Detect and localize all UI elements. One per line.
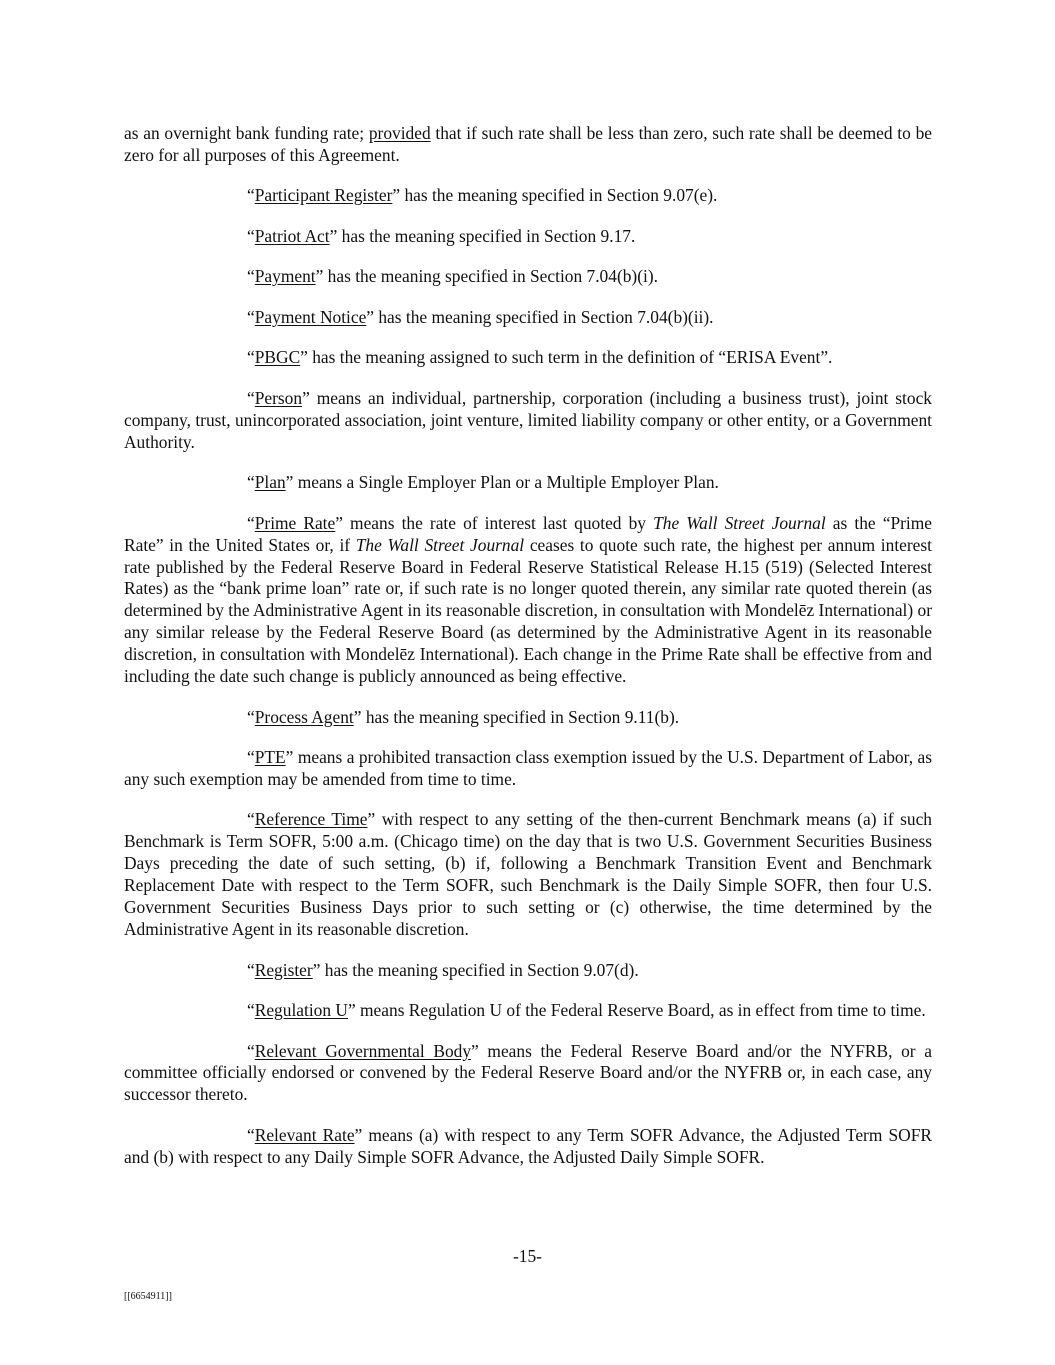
page-number: -15- — [513, 1246, 542, 1266]
defined-term: Relevant Governmental Body — [254, 1040, 472, 1061]
defined-term: Payment — [254, 266, 316, 287]
text-segment: ” means Regulation U of the Federal Reserve Board, as in effect from time to time. — [347, 1000, 926, 1020]
text-segment: “ — [247, 747, 255, 768]
defined-term: Register — [254, 959, 313, 980]
defined-term: Participant Register — [254, 185, 393, 206]
text-segment: ” means the rate of interest last quoted by — [335, 512, 654, 533]
text-segment: “ — [247, 1040, 255, 1061]
text-segment: ” means an individual, partnership, corporation (including a business trust), joint stock company, trust, unincorporated association, joint venture, limited liability company or other entity, or a Government Authority. — [124, 387, 932, 452]
document-body — [124, 123, 932, 1187]
defined-term: Relevant Rate — [254, 1124, 355, 1145]
defined-term: Prime Rate — [254, 512, 336, 533]
defined-term: provided — [368, 123, 431, 143]
text-segment: ” means a prohibited transaction class exemption issued by the U.S. Department of Labor, as any such exemption may be amended from time to time. — [124, 747, 932, 789]
defined-term: PTE — [254, 747, 286, 768]
text-segment: ” has the meaning specified in Section 7.04(b)(ii). — [366, 306, 714, 327]
italic-text: The Wall Street Journal — [355, 534, 525, 555]
definition-paragraph — [124, 707, 932, 729]
definition-paragraph — [124, 347, 932, 369]
definition-paragraph — [124, 1041, 932, 1107]
text-segment: “ — [247, 959, 255, 980]
defined-term: Person — [254, 387, 303, 408]
text-segment: “ — [247, 306, 255, 327]
definition-paragraph — [124, 1125, 932, 1169]
defined-term: PBGC — [254, 347, 301, 368]
text-segment: ” means the Federal Reserve Board and/or the NYFRB, or a committee officially endorsed or convened by the Federal Reserve Board and/or the NYFRB or, in each case, any successor thereto. — [124, 1040, 932, 1105]
text-segment: “ — [247, 809, 255, 830]
text-segment: that if such rate shall be less than zero, such rate shall be deemed to be zero for all purposes of this Agreement. — [124, 123, 932, 165]
text-segment: “ — [247, 387, 255, 408]
text-segment: “ — [247, 347, 255, 368]
document-id: [[6654911]] — [124, 1291, 172, 1302]
defined-term: Patriot Act — [254, 225, 330, 246]
text-segment: ” means (a) with respect to any Term SOFR Advance, the Adjusted Term SOFR and (b) with respect to any Daily Simple SOFR Advance, the Adjusted Daily Simple SOFR. — [124, 1124, 932, 1167]
definition-paragraph — [124, 226, 932, 248]
text-segment: ” has the meaning specified in Section 9.11(b). — [353, 706, 680, 727]
text-segment: ” has the meaning specified in Section 9.17. — [329, 225, 636, 246]
text-segment: “ — [247, 1124, 255, 1145]
text-segment: “ — [247, 225, 255, 246]
definition-paragraph — [124, 513, 932, 688]
text-segment: ” means a Single Employer Plan or a Multiple Employer Plan. — [285, 472, 719, 493]
text-segment: “ — [247, 512, 255, 533]
text-segment: “ — [247, 706, 255, 727]
defined-term: Plan — [254, 472, 286, 493]
definition-paragraph — [124, 960, 932, 982]
defined-term: Reference Time — [254, 809, 368, 830]
text-segment: “ — [247, 266, 255, 287]
text-segment: “ — [247, 185, 255, 206]
defined-term: Payment Notice — [254, 306, 367, 327]
definition-paragraph — [124, 388, 932, 454]
text-segment: as the “Prime Rate” in the United States or, if — [124, 512, 932, 555]
definition-paragraph — [124, 307, 932, 329]
defined-term: Regulation U — [254, 1000, 348, 1020]
paragraph-continuation — [124, 123, 932, 167]
text-segment: ceases to quote such rate, the highest per annum interest rate published by the Federal Reserve Board in Federal Reserve Statistical Release H.15 (519) (Selected Interest Rates) as the “bank prime loan” rate or, if such rate is no longer quoted therein, any similar rate quoted therein (as determined by the Administrative Agent in its reasonable discretion, in consultation with Mondelēz International) or any similar release by the Federal Reserve Board (as determined by the Administrative Agent in its reasonable discretion, in consultation with Mondelēz International). Each change in the Prime Rate shall be effective from and including the date such change is publicly announced as being effective. — [124, 534, 932, 687]
text-segment: ” has the meaning specified in Section 9.07(d). — [312, 959, 639, 980]
text-segment: “ — [247, 472, 255, 493]
definition-paragraph — [124, 1000, 932, 1022]
italic-text: The Wall Street Journal — [653, 512, 826, 533]
text-segment: ” has the meaning specified in Section 7.04(b)(i). — [315, 266, 658, 287]
defined-term: Process Agent — [254, 706, 354, 727]
definition-paragraph — [124, 747, 932, 791]
definition-paragraph — [124, 809, 932, 940]
definition-paragraph — [124, 185, 932, 207]
text-segment: ” has the meaning specified in Section 9.07(e). — [392, 185, 718, 206]
definition-paragraph — [124, 472, 932, 494]
text-segment: “ — [247, 1000, 255, 1020]
text-segment: as an overnight bank funding rate; — [124, 123, 369, 143]
text-segment: ” has the meaning assigned to such term in the definition of “ERISA Event”. — [300, 347, 833, 368]
definition-paragraph — [124, 266, 932, 288]
text-segment: ” with respect to any setting of the then-current Benchmark means (a) if such Benchmark is Term SOFR, 5:00 a.m. (Chicago time) on the day that is two U.S. Government Securities Business Days preceding the date of such setting, (b) if, following a Benchmark Transition Event and Benchmark Replacement Date with respect to the Term SOFR, such Benchmark is the Daily Simple SOFR, then four U.S. Government Securities Business Days prior to such setting or (c) otherwise, the time determined by the Administrative Agent in its reasonable discretion. — [124, 809, 932, 939]
